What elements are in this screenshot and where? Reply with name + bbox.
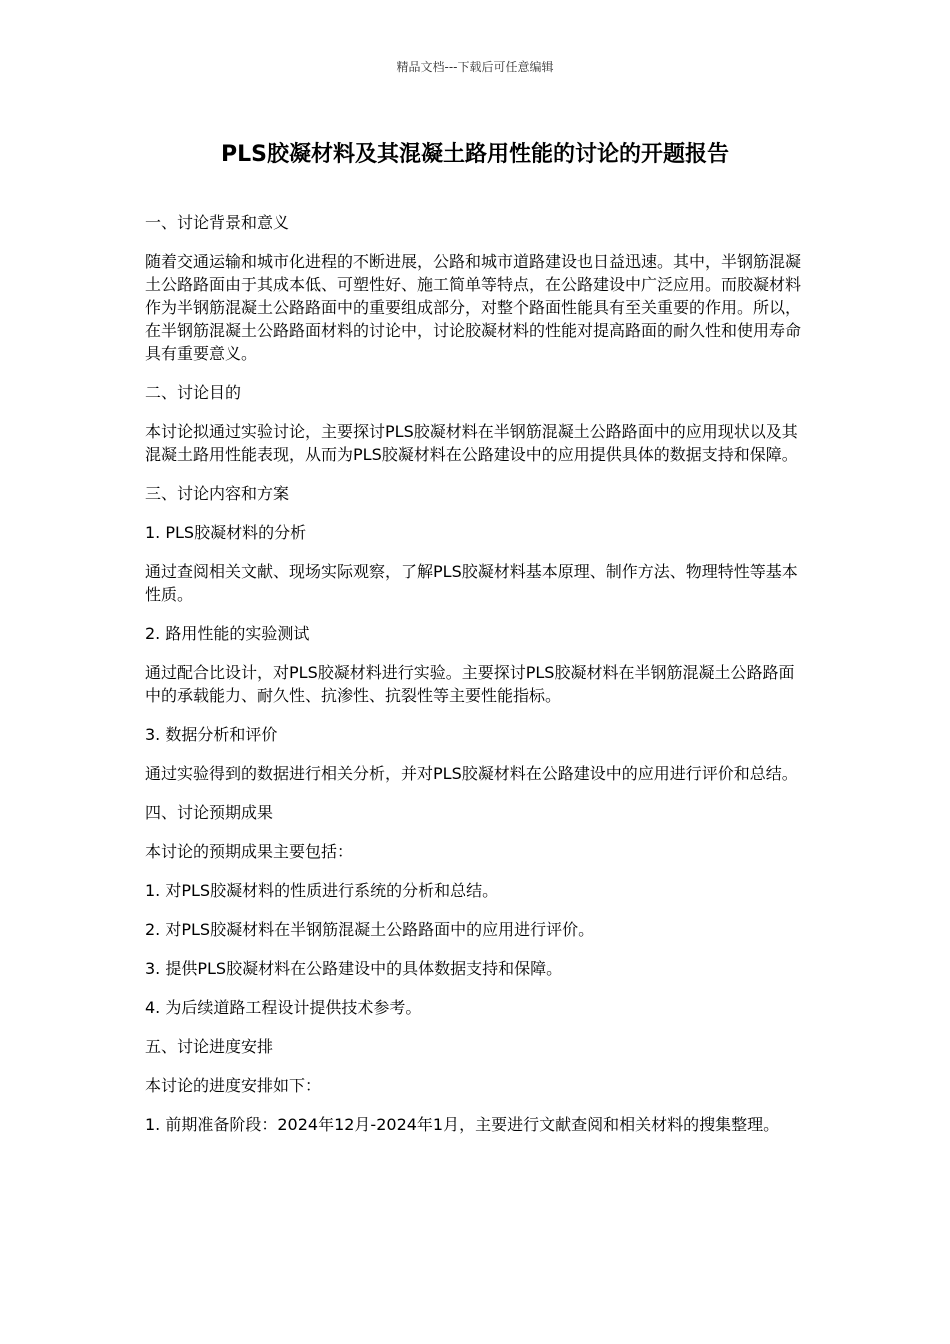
section-3-item-2-heading: 2. 路用性能的实验测试 (145, 624, 310, 643)
section-3-item-1-body: 通过查阅相关文献、现场实际观察，了解PLS胶凝材料基本原理、制作方法、物理特性等基本性质。 (145, 562, 798, 604)
section-4-heading: 四、讨论预期成果 (145, 803, 274, 822)
section-4-list-item: 3. 提供PLS胶凝材料在公路建设中的具体数据支持和保障。 (145, 959, 563, 978)
section-1-body: 随着交通运输和城市化进程的不断进展，公路和城市道路建设也日益迅速。其中，半钢筋混凝土公路路面由于其成本低、可塑性好、施工简单等特点，在公路建设中广泛应用。而胶凝材料作为半钢筋混凝土公路路面中的重要组成部分，对整个路面性能具有至关重要的作用。所以，在半钢筋混凝土公路路面材料的讨论中，讨论胶凝材料的性能对提高路面的耐久性和使用寿命具有重要意义。 (145, 252, 802, 363)
section-3-item-2-body: 通过配合比设计，对PLS胶凝材料进行实验。主要探讨PLS胶凝材料在半钢筋混凝土公路路面中的承载能力、耐久性、抗渗性、抗裂性等主要性能指标。 (145, 663, 795, 705)
section-3-item-1-heading: 1. PLS胶凝材料的分析 (145, 523, 307, 542)
section-4-intro: 本讨论的预期成果主要包括： (145, 842, 354, 861)
section-4-list-item: 1. 对PLS胶凝材料的性质进行系统的分析和总结。 (145, 881, 499, 900)
section-1-heading: 一、讨论背景和意义 (145, 213, 290, 232)
section-2-body: 本讨论拟通过实验讨论，主要探讨PLS胶凝材料在半钢筋混凝土公路路面中的应用现状以及其混凝土路用性能表现，从而为PLS胶凝材料在公路建设中的应用提供具体的数据支持和保障。 (145, 422, 798, 464)
section-4-list-item: 2. 对PLS胶凝材料在半钢筋混凝土公路路面中的应用进行评价。 (145, 920, 595, 939)
section-5-list-item: 1. 前期准备阶段：2024年12月-2024年1月，主要进行文献查阅和相关材料的搜集整理。 (145, 1115, 780, 1134)
section-4-list-item: 4. 为后续道路工程设计提供技术参考。 (145, 998, 422, 1017)
section-3-item-3-heading: 3. 数据分析和评价 (145, 725, 278, 744)
section-3-item-3-body: 通过实验得到的数据进行相关分析，并对PLS胶凝材料在公路建设中的应用进行评价和总结。 (145, 764, 798, 783)
document-title: PLS胶凝材料及其混凝土路用性能的讨论的开题报告 (221, 142, 729, 167)
section-5-intro: 本讨论的进度安排如下： (145, 1076, 322, 1095)
section-3-heading: 三、讨论内容和方案 (145, 484, 290, 503)
header-note: 精品文档---下载后可任意编辑 (396, 60, 554, 74)
section-5-heading: 五、讨论进度安排 (145, 1037, 274, 1056)
section-2-heading: 二、讨论目的 (145, 383, 242, 402)
document-body (145, 211, 805, 1152)
